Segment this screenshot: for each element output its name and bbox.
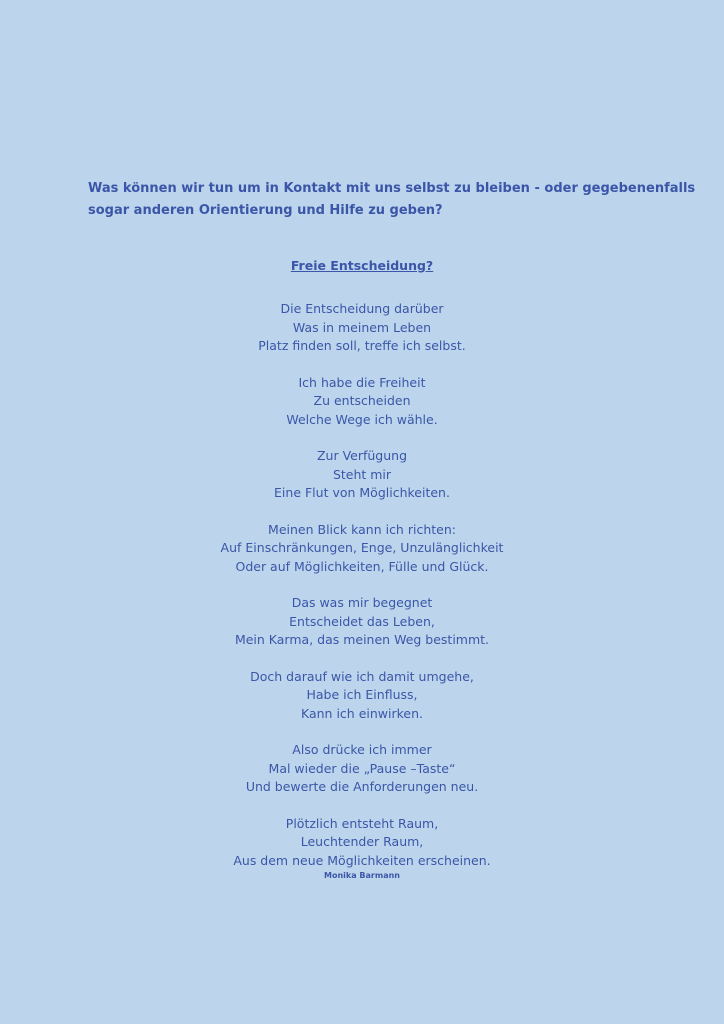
stanza (0, 374, 724, 430)
poem-line: Aus dem neue Möglichkeiten erscheinen. (233, 852, 491, 868)
stanza (0, 447, 724, 503)
intro-line: Was können wir tun um in Kontakt mit uns selbst zu bleiben - oder gegebenenfalls (88, 181, 696, 196)
poem-line: Habe ich Einfluss, (306, 687, 418, 702)
stanza (0, 594, 724, 650)
poem-line: Steht mir (332, 466, 392, 482)
poem-line: Zur Verfügung (316, 448, 408, 463)
poem-line: Also drücke ich immer (292, 742, 432, 757)
poem-line: Auf Einschränkungen, Enge, Unzulänglichkeit (220, 540, 504, 555)
stanza (0, 815, 724, 871)
poem-line: Was in meinem Leben (292, 319, 432, 335)
poem-line: Entscheidet das Leben, (289, 613, 435, 629)
stanza (0, 521, 724, 577)
poem-author: Monika Barmann (324, 871, 400, 880)
stanza (0, 668, 724, 724)
poem-line: Leuchtender Raum, (300, 834, 424, 849)
poem-line: Eine Flut von Möglichkeiten. (274, 485, 450, 500)
poem-line: Mal wieder die „Pause –Taste“ (268, 760, 456, 776)
poem-line: Mein Karma, das meinen Weg bestimmt. (234, 632, 490, 647)
intro-line: sogar anderen Orientierung und Hilfe zu geben? (88, 203, 443, 218)
poem-line: Meinen Blick kann ich richten: (268, 521, 456, 537)
poem-line: Und bewerte die Anforderungen neu. (245, 779, 479, 794)
poem-line: Die Entscheidung darüber (280, 301, 444, 316)
poem-title: Freie Entscheidung? (290, 258, 434, 273)
poem-line: Doch darauf wie ich damit umgehe, (250, 668, 474, 684)
poem-line: Das was mir begegnet (291, 595, 433, 610)
poem-line: Platz finden soll, treffe ich selbst. (258, 338, 466, 353)
poem-line: Plötzlich entsteht Raum, (285, 815, 439, 831)
intro-question (88, 178, 696, 222)
poem (0, 257, 724, 882)
poem-line: Welche Wege ich wähle. (286, 411, 438, 427)
stanza (0, 741, 724, 797)
poem-line: Oder auf Möglichkeiten, Fülle und Glück. (235, 558, 489, 574)
stanza (0, 300, 724, 356)
poem-line: Kann ich einwirken. (301, 705, 423, 721)
poem-line: Zu entscheiden (313, 393, 411, 408)
poem-line: Ich habe die Freiheit (298, 374, 426, 390)
